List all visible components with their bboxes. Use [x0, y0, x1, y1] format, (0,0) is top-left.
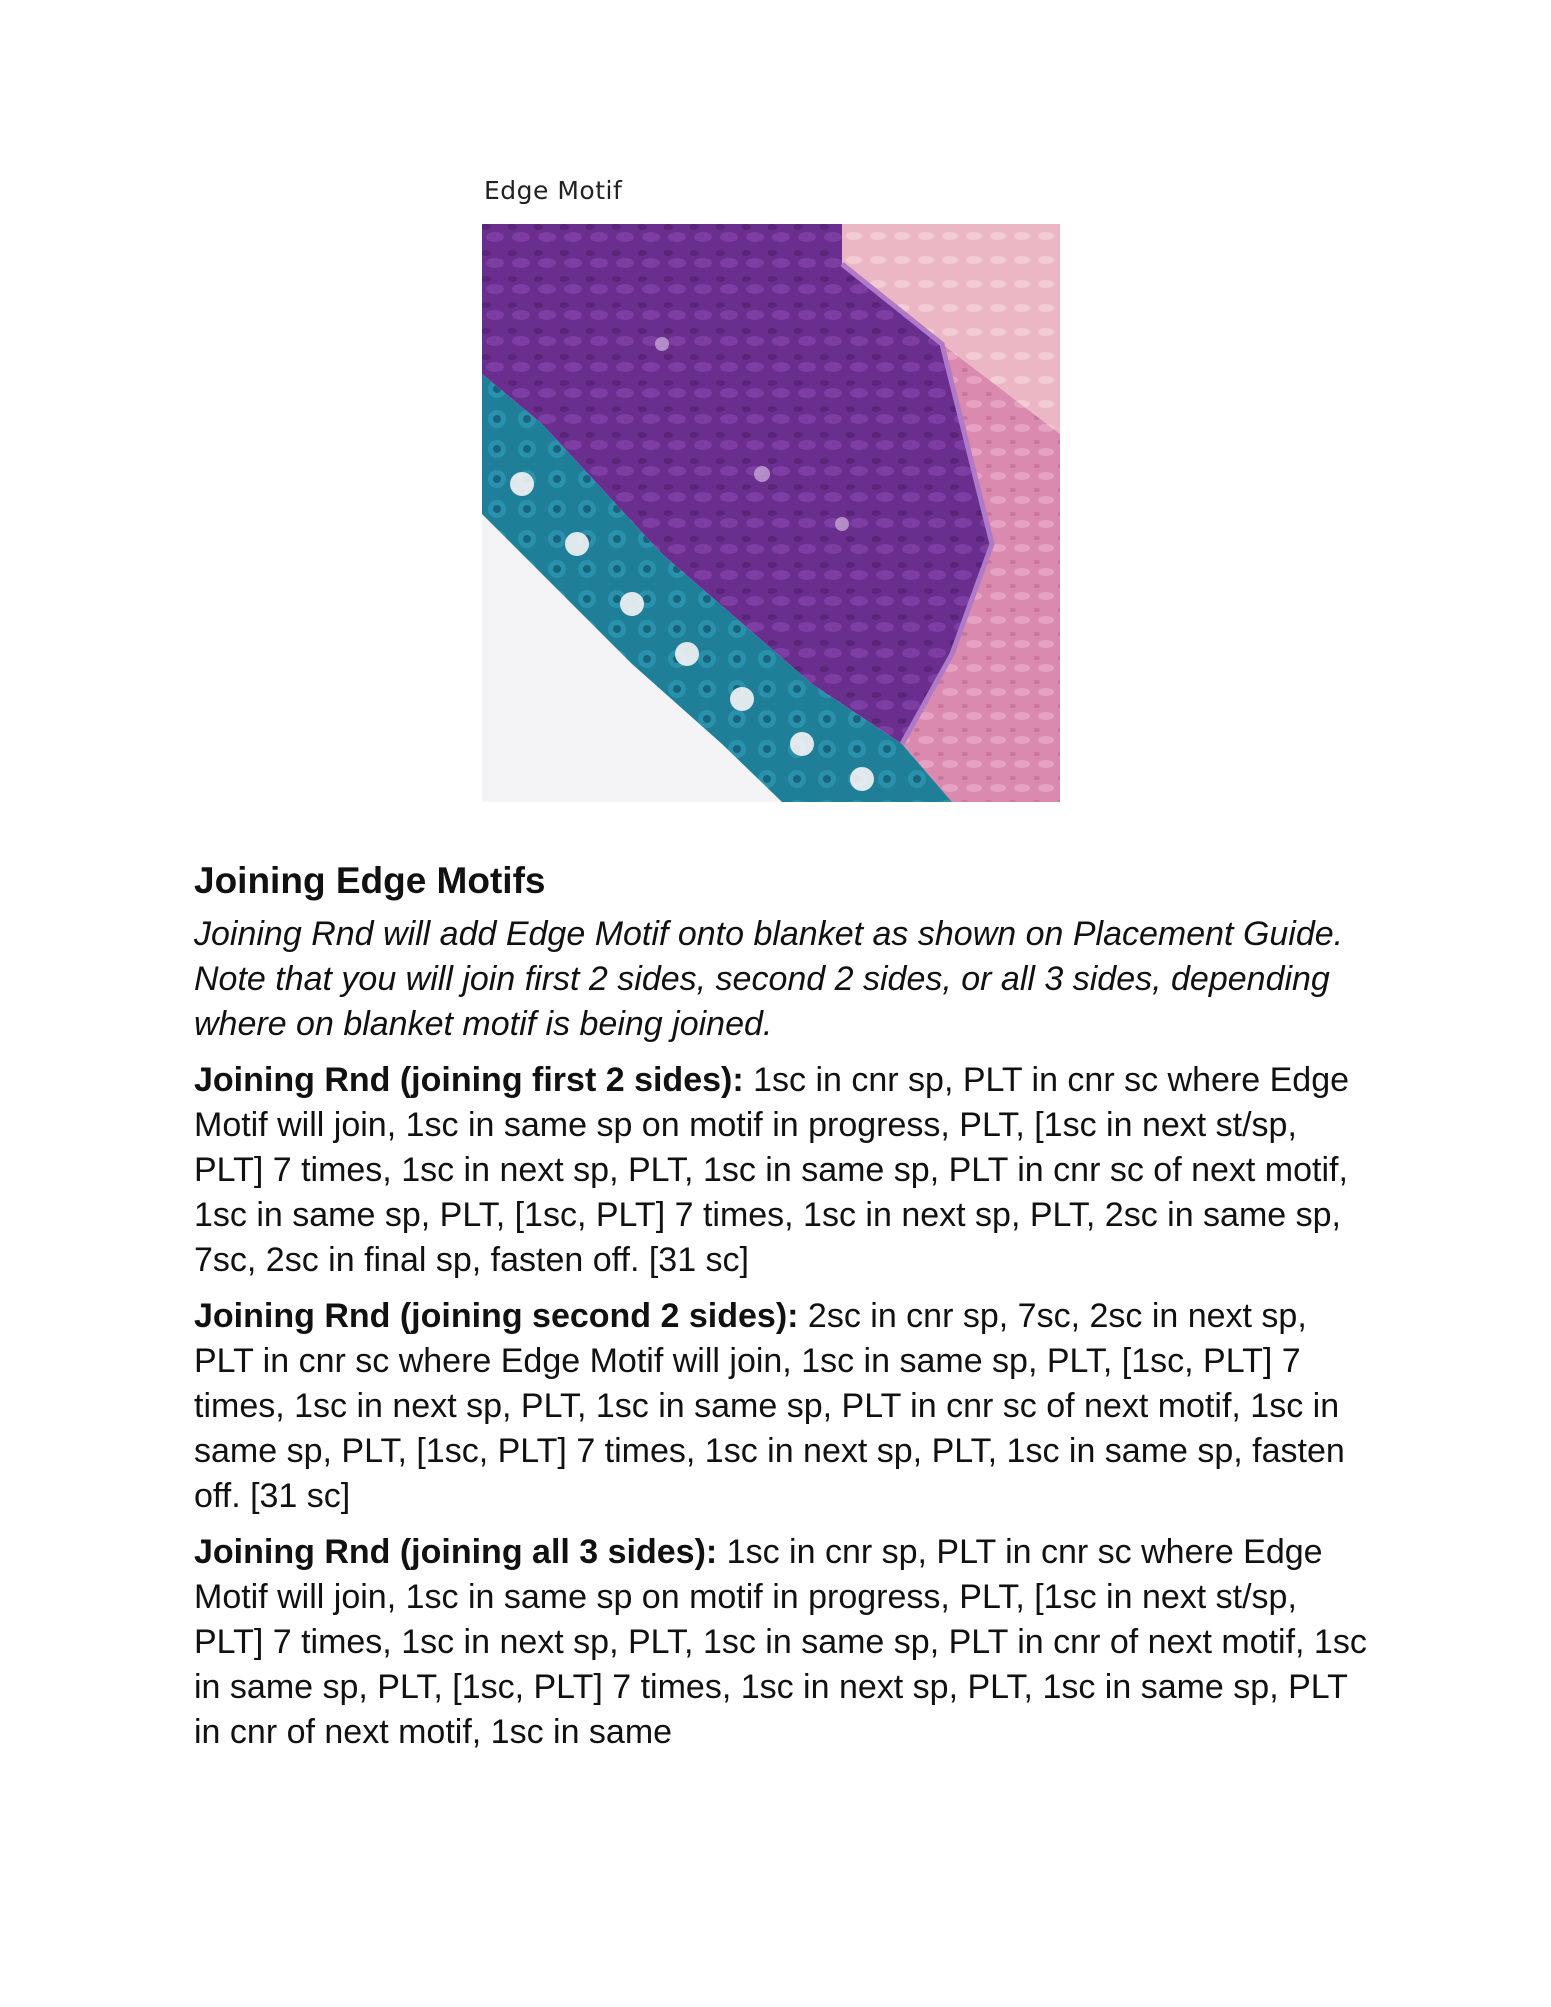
step-label: Joining Rnd (joining all 3 sides):	[194, 1533, 718, 1571]
edge-motif-photo	[482, 224, 1060, 802]
step-text: 1sc in cnr sp, PLT in cnr sc where Edge Motif will join, 1sc in same sp on motif in progress, PLT, [1sc in next st/sp, PLT] 7 times, 1sc in next sp, PLT, 1sc in same sp, PLT in cnr of next motif, 1sc in same sp, PLT, [1sc, PLT] 7 times, 1sc in next sp, PLT, 1sc in same sp, PLT in cnr of next motif, 1sc in same	[194, 1533, 1367, 1751]
step-joining-first-2-sides	[194, 1058, 1374, 1283]
step-joining-all-3-sides	[194, 1530, 1374, 1755]
step-label: Joining Rnd (joining first 2 sides):	[194, 1061, 744, 1099]
step-text: 1sc in cnr sp, PLT in cnr sc where Edge Motif will join, 1sc in same sp on motif in progress, PLT, [1sc in next st/sp, PLT] 7 times, 1sc in next sp, PLT, 1sc in same sp, PLT in cnr sc of next motif, 1sc in same sp, PLT, [1sc, PLT] 7 times, 1sc in next sp, PLT, 2sc in same sp, 7sc, 2sc in final sp, fasten off. [31 sc]	[194, 1061, 1350, 1279]
step-label: Joining Rnd (joining second 2 sides):	[194, 1297, 799, 1335]
section-heading: Joining Edge Motifs	[194, 860, 546, 901]
figure-caption: Edge Motif	[484, 176, 623, 205]
step-joining-second-2-sides	[194, 1294, 1374, 1519]
section-intro: Joining Rnd will add Edge Motif onto blanket as shown on Placement Guide. Note that you will join first 2 sides, second 2 sides, or all 3 sides, depending where on blanket motif is being joined.	[194, 915, 1344, 1043]
joining-section	[194, 856, 1374, 1766]
step-text: 2sc in cnr sp, 7sc, 2sc in next sp, PLT in cnr sc where Edge Motif will join, 1sc in same sp, PLT, [1sc, PLT] 7 times, 1sc in next sp, PLT, 1sc in same sp, PLT in cnr sc of next motif, 1sc in same sp, PLT, [1sc, PLT] 7 times, 1sc in next sp, PLT, 1sc in same sp, fasten off. [31 sc]	[194, 1297, 1345, 1515]
